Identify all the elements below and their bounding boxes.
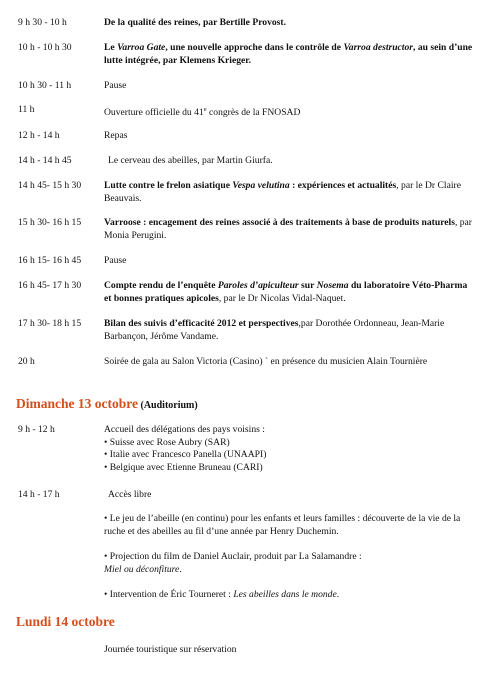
time-slot: 9 h - 12 h [18,424,55,435]
session-title: Accès libre [108,489,152,500]
session-title: Bilan des suivis d’efficacité 2012 et perspectives,par Dorothée Ordonneau, Jean-Marie Barbançon, Jérôme Vandame. [104,318,445,342]
time-slot: 16 h 15- 16 h 45 [18,255,82,266]
time-slot: 20 h [18,356,35,367]
session-title: Lutte contre le frelon asiatique Vespa velutina : expériences et actualités, par le Dr Claire Beauvais. [104,180,461,204]
session-title: Ouverture officielle du 41e congrès de la FNOSAD [104,106,301,119]
time-slot: 16 h 45- 17 h 30 [18,280,82,291]
venue-label: (Auditorium) [137,400,198,411]
day-heading-sunday: Dimanche 13 octobre (Auditorium) [16,396,198,411]
session-title: Accueil des délégations des pays voisins : • Suisse avec Rose Aubry (SAR) • Italie avec Francesco Panella (UNAAPI) • Belgique avec Etienne Bruneau (CARI) [104,424,476,474]
time-slot: 9 h 30 - 10 h [18,17,67,28]
session-title: Journée touristique sur réservation [104,644,237,655]
time-slot: 15 h 30- 16 h 15 [18,217,82,228]
session-title: Repas [104,130,128,141]
session-title: Compte rendu de l’enquête Paroles d’apiculteur sur Nosema du laboratoire Véto-Pharma et bonnes pratiques apicoles, par le Dr Nicolas Vidal-Naquet. [104,280,468,304]
list-item: • Italie avec Francesco Panella (UNAAPI) [104,449,267,460]
list-item: • Belgique avec Etienne Bruneau (CARI) [104,461,263,473]
session-title: Le cerveau des abeilles, par Martin Giurfa. [108,155,273,166]
time-slot: 12 h - 14 h [18,130,60,141]
day-heading-monday: Lundi 14 octobre [16,614,115,629]
session-title: Varroose : encagement des reines associé à des traitements à base de produits naturels, par Monia Perugini. [104,217,472,241]
session-title: Pause [104,255,127,266]
time-slot: 10 h 30 - 11 h [18,80,72,91]
time-slot: 10 h - 10 h 30 [18,42,72,53]
time-slot: 14 h - 14 h 45 [18,155,72,166]
list-item: • Suisse avec Rose Aubry (SAR) [104,436,230,448]
session-title: Pause [104,80,127,91]
time-slot: 14 h 45- 15 h 30 [18,180,82,191]
session-title: Soirée de gala au Salon Victoria (Casino) ` en présence du musicien Alain Tournière [104,356,428,367]
time-slot: 17 h 30- 18 h 15 [18,318,82,329]
time-slot: 14 h - 17 h [18,489,60,500]
session-title: Le Varroa Gate, une nouvelle approche dans le contrôle de Varroa destructor, au sein d’une lutte intégrée, par Klemens Krieger. [104,42,473,66]
time-slot: 11 h [18,104,35,115]
session-title: De la qualité des reines, par Bertille Provost. [104,17,286,28]
